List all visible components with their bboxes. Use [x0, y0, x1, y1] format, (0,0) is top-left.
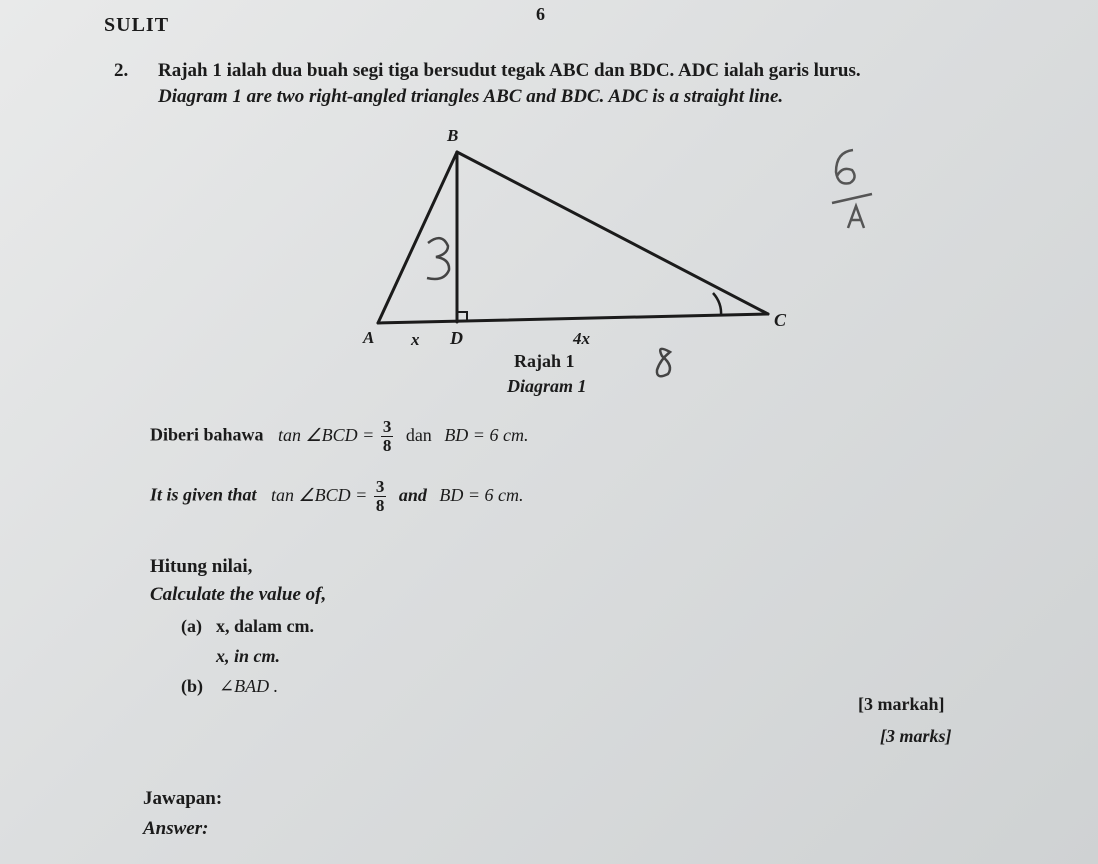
fraction-denominator: 8: [375, 496, 385, 515]
given-english: [150, 478, 523, 515]
bd-expression-english: BD = 6 cm.: [439, 484, 524, 505]
fraction-english: [374, 478, 387, 515]
label-b: B: [447, 126, 459, 145]
label-c: C: [774, 310, 787, 330]
question-text-english: Diagram 1 are two right-angled triangles ABC and BDC. ADC is a straight line.: [158, 86, 784, 107]
given-malay-prefix: Diberi bahawa: [150, 424, 264, 445]
given-english-prefix: It is given that: [150, 484, 257, 505]
handwritten-three: [427, 238, 449, 279]
part-a-label: (a): [181, 616, 202, 636]
fraction-numerator: 3: [382, 417, 392, 436]
fraction-malay: [381, 418, 394, 455]
side-bc: [457, 152, 768, 314]
tan-expression-english: tan ∠BCD =: [271, 484, 368, 505]
answer-english: Answer:: [143, 818, 209, 839]
question-text-malay: Rajah 1 ialah dua buah segi tiga bersudut tegak ABC dan BDC. ADC ialah garis lurus.: [158, 60, 861, 81]
caption-malay: Rajah 1: [514, 351, 575, 371]
calculate-malay: Hitung nilai,: [150, 556, 253, 577]
and-malay: dan: [405, 424, 432, 445]
fraction-denominator: 8: [382, 436, 392, 455]
marks-malay: [3 markah]: [858, 694, 945, 714]
answer-malay: Jawapan:: [143, 788, 223, 809]
side-ab: [378, 152, 457, 323]
given-malay: [150, 418, 528, 455]
label-d: D: [450, 328, 463, 348]
page-number: 6: [536, 4, 545, 24]
fraction-numerator: 3: [375, 477, 385, 496]
part-b-text: ∠BAD .: [219, 676, 279, 696]
label-dc-length: 4x: [573, 329, 590, 348]
handwritten-a: [848, 206, 864, 228]
and-english: and: [398, 484, 427, 505]
part-b-label: (b): [181, 676, 203, 696]
handwritten-six: [836, 150, 855, 184]
sulit-label: SULIT: [104, 14, 170, 36]
question-number: 2.: [114, 60, 129, 81]
marks-english: [3 marks]: [880, 726, 952, 746]
bd-expression-malay: BD = 6 cm.: [444, 424, 529, 445]
caption-english: Diagram 1: [507, 376, 587, 396]
part-a-malay: x, dalam cm.: [216, 616, 314, 636]
label-ad-length: x: [411, 330, 420, 349]
label-a: A: [363, 328, 375, 347]
handwritten-eight: [657, 349, 670, 376]
calculate-english: Calculate the value of,: [150, 584, 327, 605]
angle-c-arc: [713, 293, 721, 316]
handwritten-fraction-bar: [832, 194, 872, 203]
part-a-english: x, in cm.: [216, 646, 281, 666]
tan-expression-malay: tan ∠BCD =: [278, 424, 375, 445]
side-adc: [378, 314, 768, 323]
